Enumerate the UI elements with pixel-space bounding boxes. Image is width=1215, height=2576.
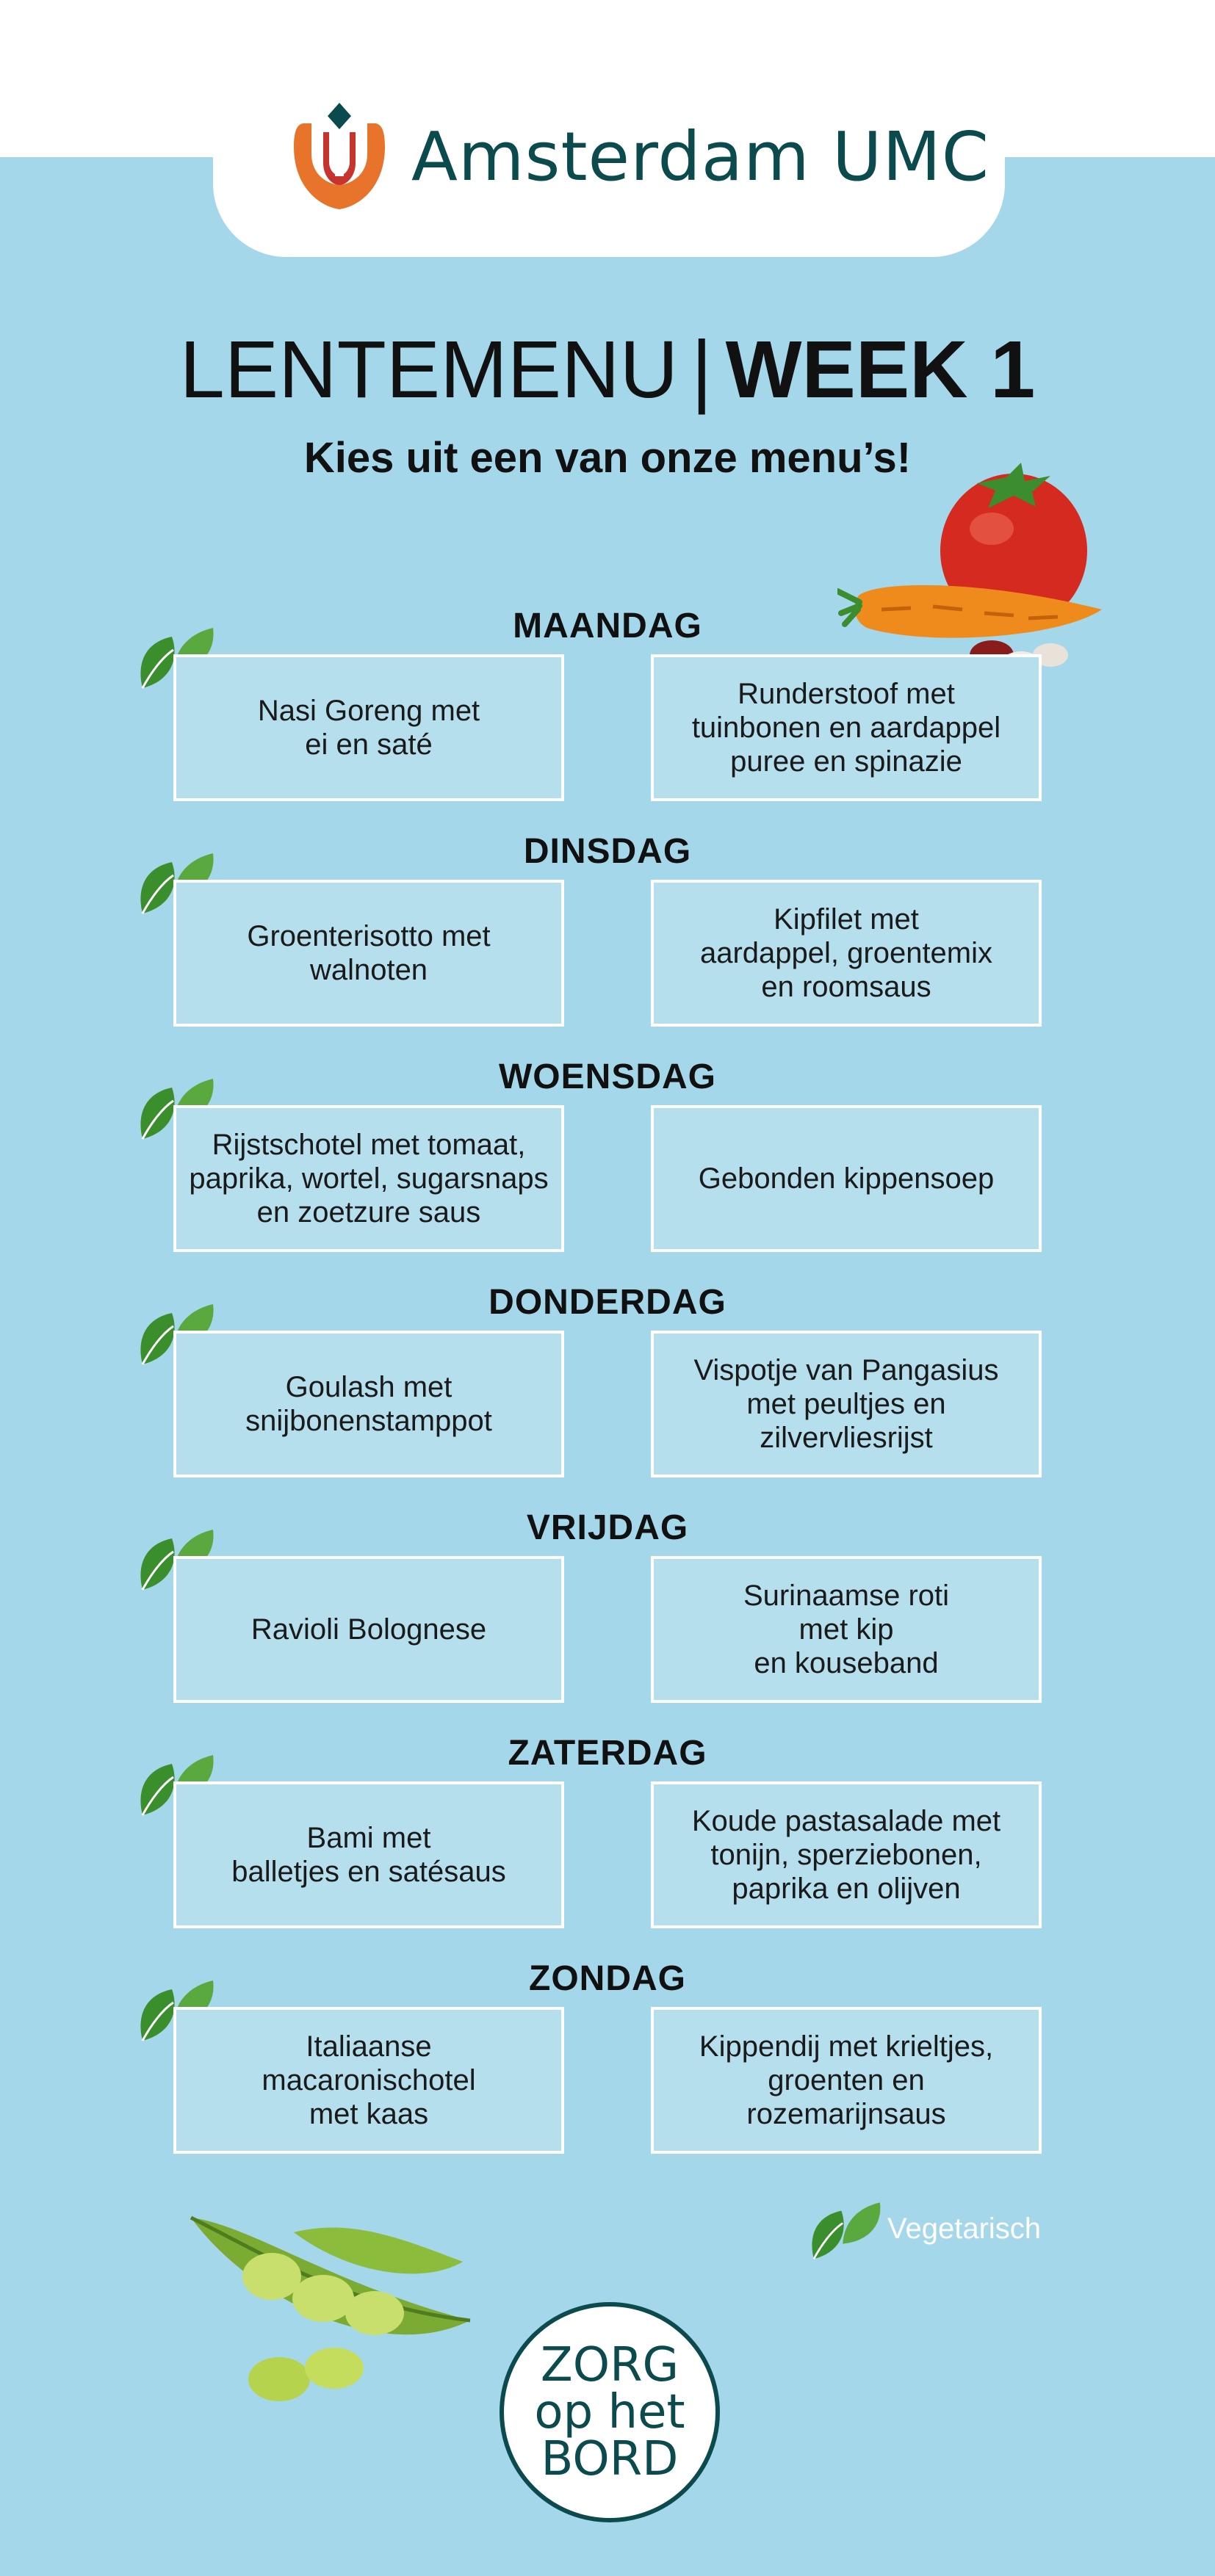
menu-option-right: Surinaamse roti met kip en kouseband [651, 1556, 1042, 1703]
leaf-icon [808, 2196, 881, 2262]
page-title [0, 323, 1215, 416]
menu-option-left: Goulash met snijbonenstamppot [173, 1331, 564, 1477]
menu-option-right: Koude pastasalade met tonijn, sperziebonen, paprika en olijven [651, 1781, 1042, 1928]
title-week: WEEK 1 [725, 325, 1036, 415]
day-label: ZONDAG [529, 1959, 686, 1998]
badge-line-1: ZORG [540, 2338, 679, 2392]
vegetarian-label: Vegetarisch [887, 2212, 1042, 2245]
title-season: LENTEMENU [179, 325, 679, 415]
tulip-icon [294, 103, 385, 209]
menu-option-right: Kipfilet met aardappel, groentemix en roomsaus [651, 880, 1042, 1027]
day-label: MAANDAG [513, 607, 702, 645]
day-label: ZATERDAG [508, 1734, 707, 1773]
day-label: DINSDAG [523, 832, 692, 871]
day-label: VRIJDAG [526, 1508, 689, 1547]
brand-name: Amsterdam UMC [411, 117, 989, 196]
menu-option-left: Rijstschotel met tomaat, paprika, wortel, sugarsnaps en zoetzure saus [173, 1105, 564, 1252]
menu-option-right: Kippendij met krieltjes, groenten en rozemarijnsaus [651, 2007, 1042, 2154]
badge-line-3: BORD [541, 2432, 679, 2486]
menu-option-right: Gebonden kippensoep [651, 1105, 1042, 1252]
page-subtitle: Kies uit een van onze menu’s! [303, 434, 912, 482]
zorg-op-het-bord-badge [500, 2302, 720, 2522]
vegetarian-legend [808, 2196, 1041, 2262]
edamame-icon [162, 2196, 492, 2409]
day-label: DONDERDAG [488, 1283, 727, 1322]
menu-option-left: Bami met balletjes en satésaus [173, 1781, 564, 1928]
menu-option-right: Vispotje van Pangasius met peultjes en zilvervliesrijst [651, 1331, 1042, 1477]
menu-option-left: Italiaanse macaronischotel met kaas [173, 2007, 564, 2154]
menu-option-left: Ravioli Bolognese [173, 1556, 564, 1703]
menu-option-left: Groenterisotto met walnoten [173, 880, 564, 1027]
title-separator: | [691, 325, 713, 415]
badge-line-2: op het [534, 2385, 685, 2439]
day-label: WOENSDAG [499, 1057, 716, 1096]
menu-option-right: Runderstoof met tuinbonen en aardappel puree en spinazie [651, 654, 1042, 801]
menu-option-left: Nasi Goreng met ei en saté [173, 654, 564, 801]
